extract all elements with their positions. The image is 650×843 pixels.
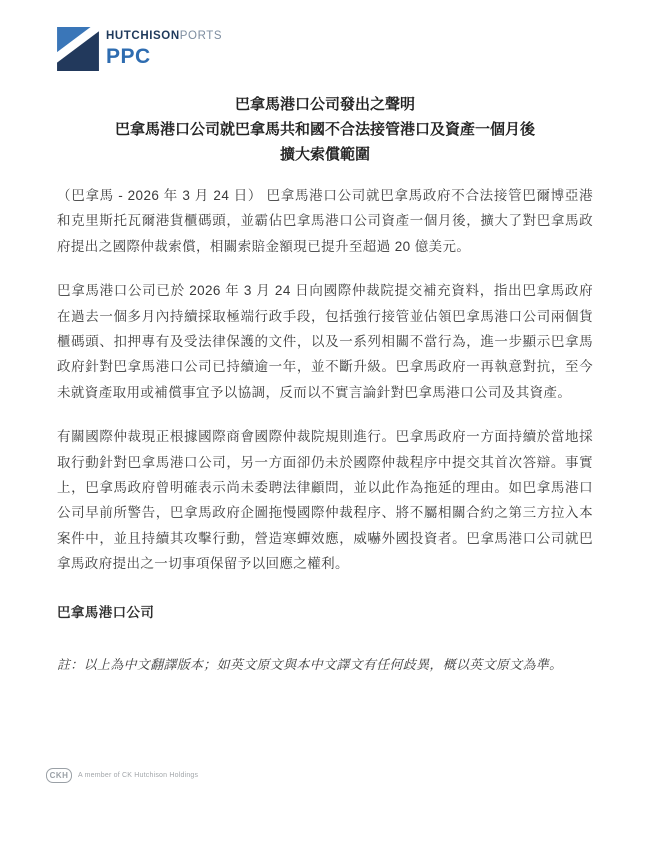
page-footer	[46, 768, 198, 783]
hutchison-ports-logo-icon	[57, 27, 99, 71]
paragraph-1: （巴拿馬 - 2026 年 3 月 24 日） 巴拿馬港口公司就巴拿馬政府不合法接管巴爾博亞港和克里斯托瓦爾港貨櫃碼頭，並霸佔巴拿馬港口公司資產一個月後，擴大了對巴拿馬政府提出之國際仲裁索償，相關索賠金額現已提升至超過 20 億美元。	[57, 188, 593, 254]
brand-name-primary: HUTCHISON	[106, 30, 180, 42]
brand-name-secondary: PORTS	[179, 30, 223, 42]
document-title	[57, 92, 593, 167]
footer-membership-text: A member of CK Hutchison Holdings	[78, 772, 199, 779]
title-line-3: 擴大索償範圍	[279, 146, 370, 163]
brand-text	[106, 27, 222, 69]
brand-subsidiary-name: PPC	[106, 45, 151, 68]
brand-header	[57, 27, 222, 71]
ckh-logo-icon: CKH	[46, 768, 72, 783]
signature-company-name: 巴拿馬港口公司	[57, 604, 155, 620]
translation-note: 註：以上為中文翻譯版本；如英文原文與本中文譯文有任何歧異，概以英文原文為準。	[57, 656, 563, 672]
document-body	[57, 92, 593, 673]
paragraph-2: 巴拿馬港口公司已於 2026 年 3 月 24 日向國際仲裁院提交補充資料，指出巴拿馬政府在過去一個多月內持續採取極端行政手段，包括強行接管並佔領巴拿馬港口公司兩個貨櫃碼頭、扣押專有及受法律保護的文件，以及一系列相關不當行為，進一步顯示巴拿馬政府針對巴拿馬港口公司已持續逾一年，並不斷升級。巴拿馬政府一再執意對抗，至今未就資產取用或補償事宜予以協調，反而以不實言論針對巴拿馬港口公司及其資產。	[57, 283, 593, 400]
paragraph-3: 有關國際仲裁現正根據國際商會國際仲裁院規則進行。巴拿馬政府一方面持續於當地採取行動針對巴拿馬港口公司，另一方面卻仍未於國際仲裁程序中提交其首次答辯。事實上，巴拿馬政府曾明確表示尚未委聘法律顧問，並以此作為拖延的理由。如巴拿馬港口公司早前所警告，巴拿馬政府企圖拖慢國際仲裁程序、將不屬相關合約之第三方拉入本案件中，並且持續其攻擊行動，營造寒蟬效應，威嚇外國投資者。巴拿馬港口公司就巴拿馬政府提出之一切事項保留予以回應之權利。	[57, 429, 593, 572]
title-line-1: 巴拿馬港口公司發出之聲明	[234, 96, 415, 113]
brand-wordmark	[106, 30, 222, 43]
title-line-2: 巴拿馬港口公司就巴拿馬共和國不合法接管港口及資產一個月後	[114, 121, 535, 138]
